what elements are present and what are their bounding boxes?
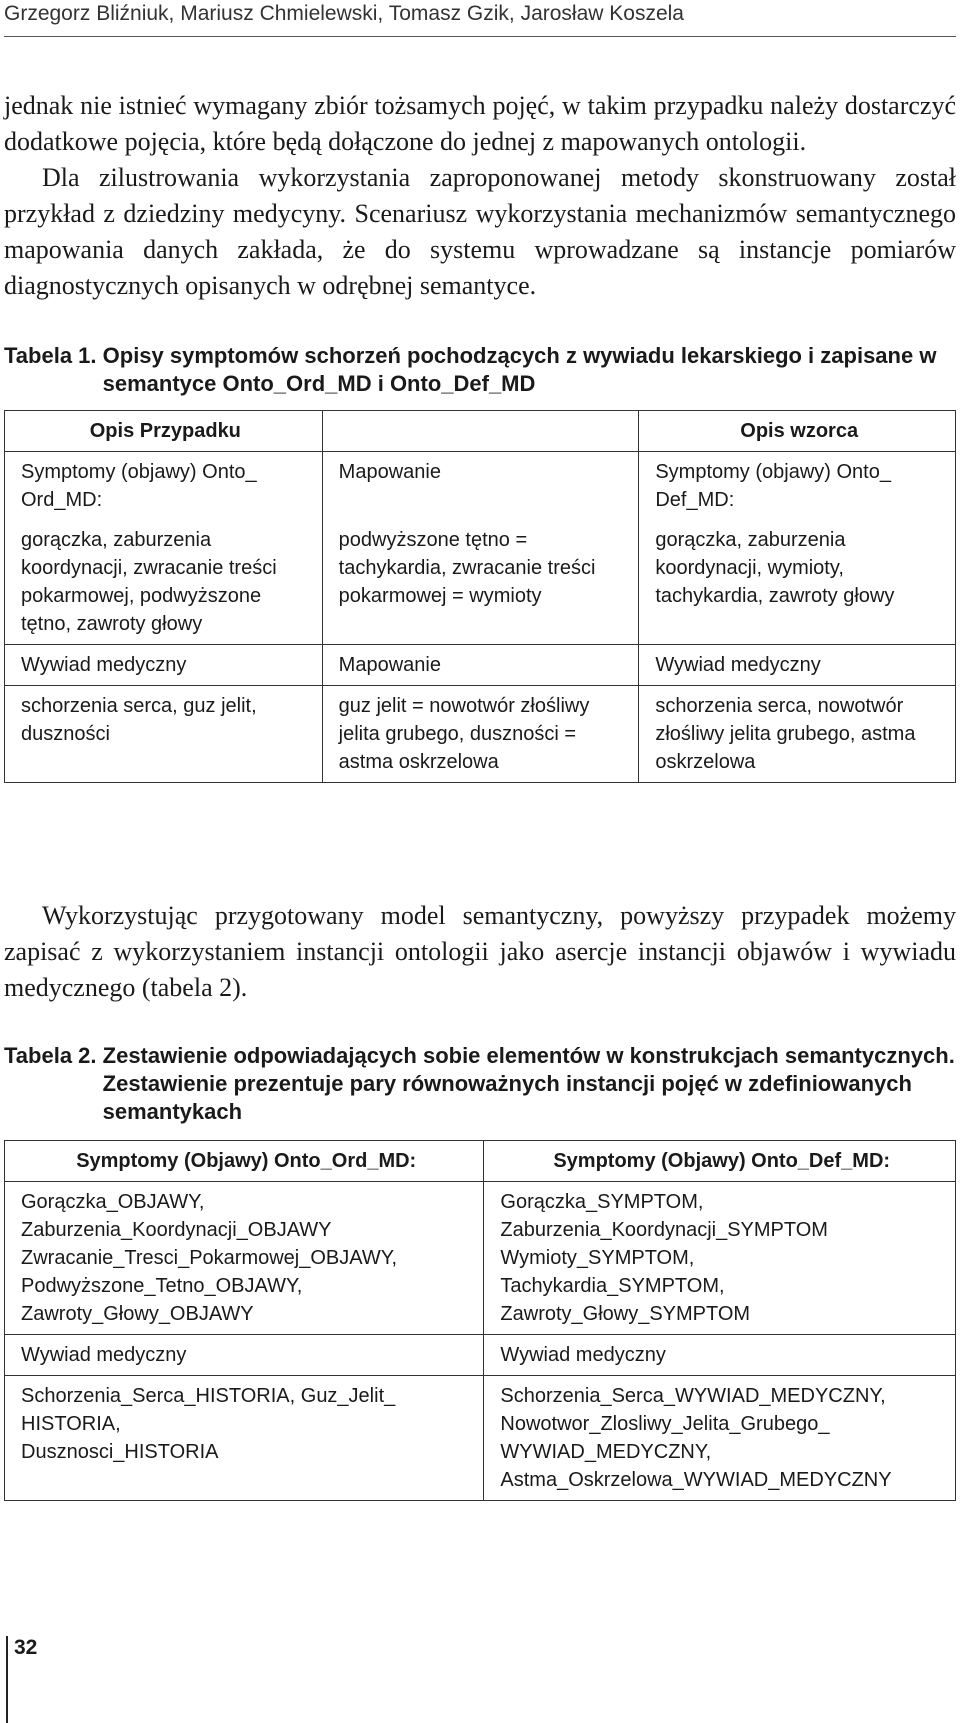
table1-header-row [5, 411, 956, 452]
table2-head-left: Symptomy (Objawy) Onto_Ord_MD: [5, 1141, 484, 1182]
table1-cell: gorączka, zaburzenia koordynacji, wymioty, tachykardia, zawroty głowy [639, 520, 956, 645]
table1-cell: Mapowanie [322, 645, 639, 686]
table1-cell: Symptomy (objawy) Onto_ Ord_MD: [5, 452, 323, 521]
table1-head-middle [322, 411, 639, 452]
table1-cell: gorączka, zaburzenia koordynacji, zwracanie treści pokarmowej, podwyższone tętno, zawroty głowy [5, 520, 323, 645]
page-number: 32 [14, 1636, 38, 1659]
table1-cell: guz jelit = nowotwór złośliwy jelita grubego, duszności = astma oskrzelowa [322, 686, 639, 783]
table1-head-right: Opis wzorca [639, 411, 956, 452]
table-2 [4, 1140, 956, 1501]
table1-cell: podwyższone tętno = tachykardia, zwracanie treści pokarmowej = wymioty [322, 520, 639, 645]
page-number-bar [6, 1636, 8, 1723]
table1-cell: Wywiad medyczny [639, 645, 956, 686]
table2-head-right: Symptomy (Objawy) Onto_Def_MD: [484, 1141, 956, 1182]
table-row [5, 1376, 956, 1501]
paragraph-3: Wykorzystując przygotowany model semantyczny, powyższy przypadek możemy zapisać z wykorzystaniem instancji ontologii jako asercje instancji objawów i wywiadu medycznego (tabela 2). [4, 901, 956, 1002]
table2-cell: Wywiad medyczny [484, 1335, 956, 1376]
table1-caption-text: Opisy symptomów schorzeń pochodzących z wywiadu lekarskiego i zapisane w semantyce Onto_Ord_MD i Onto_Def_MD [102, 343, 937, 396]
table2-cell: Schorzenia_Serca_HISTORIA, Guz_Jelit_ HISTORIA, Dusznosci_HISTORIA [5, 1376, 484, 1501]
table-row [5, 1335, 956, 1376]
body-text-top [4, 88, 956, 304]
table1-cell: Mapowanie [322, 452, 639, 521]
header-rule [4, 36, 956, 37]
table1-head-left: Opis Przypadku [5, 411, 323, 452]
running-header: Grzegorz Bliźniuk, Mariusz Chmielewski, Tomasz Gzik, Jarosław Koszela [4, 2, 684, 25]
table-row [5, 1182, 956, 1335]
table2-cell: Gorączka_SYMPTOM, Zaburzenia_Koordynacji_SYMPTOM Wymioty_SYMPTOM, Tachykardia_SYMPTOM, Zawroty_Głowy_SYMPTOM [484, 1182, 956, 1335]
table2-caption-label: Tabela 2. [4, 1043, 103, 1068]
table1-cell: schorzenia serca, nowotwór złośliwy jelita grubego, astma oskrzelowa [639, 686, 956, 783]
table2-cell: Schorzenia_Serca_WYWIAD_MEDYCZNY, Nowotwor_Zlosliwy_Jelita_Grubego_ WYWIAD_MEDYCZNY, Astma_Oskrzelowa_WYWIAD_MEDYCZNY [484, 1376, 956, 1501]
table1-caption [4, 342, 956, 398]
table-row [5, 452, 956, 521]
paragraph-1: jednak nie istnieć wymagany zbiór tożsamych pojęć, w takim przypadku należy dostarczyć dodatkowe pojęcia, które będą dołączone do jednej z mapowanych ontologii. [4, 91, 956, 156]
table2-caption-text: Zestawienie odpowiadających sobie elementów w konstrukcjach semantycznych. Zestawienie prezentuje pary równoważnych instancji pojęć w zdefiniowanych semantykach [102, 1043, 955, 1124]
table2-cell: Gorączka_OBJAWY, Zaburzenia_Koordynacji_OBJAWY Zwracanie_Tresci_Pokarmowej_OBJAWY, Podwyższone_Tetno_OBJAWY, Zawroty_Głowy_OBJAWY [5, 1182, 484, 1335]
table1-cell: schorzenia serca, guz jelit, duszności [5, 686, 323, 783]
table-1 [4, 410, 956, 783]
table2-cell: Wywiad medyczny [5, 1335, 484, 1376]
table1-cell: Wywiad medyczny [5, 645, 323, 686]
table1-cell: Symptomy (objawy) Onto_ Def_MD: [639, 452, 956, 521]
table-row [5, 686, 956, 783]
paragraph-2: Dla zilustrowania wykorzystania zaproponowanej metody skonstruowany został przykład z dziedziny medycyny. Scenariusz wykorzystania mechanizmów semantycznego mapowania danych zakłada, że do systemu wprowadzane są instancje pomiarów diagnostycznych opisanych w odrębnej semantyce. [4, 163, 956, 300]
table2-header-row [5, 1141, 956, 1182]
table-row [5, 645, 956, 686]
table-row [5, 520, 956, 645]
table2-caption [4, 1042, 956, 1126]
body-text-middle [4, 898, 956, 1006]
table1-caption-label: Tabela 1. [4, 343, 103, 368]
